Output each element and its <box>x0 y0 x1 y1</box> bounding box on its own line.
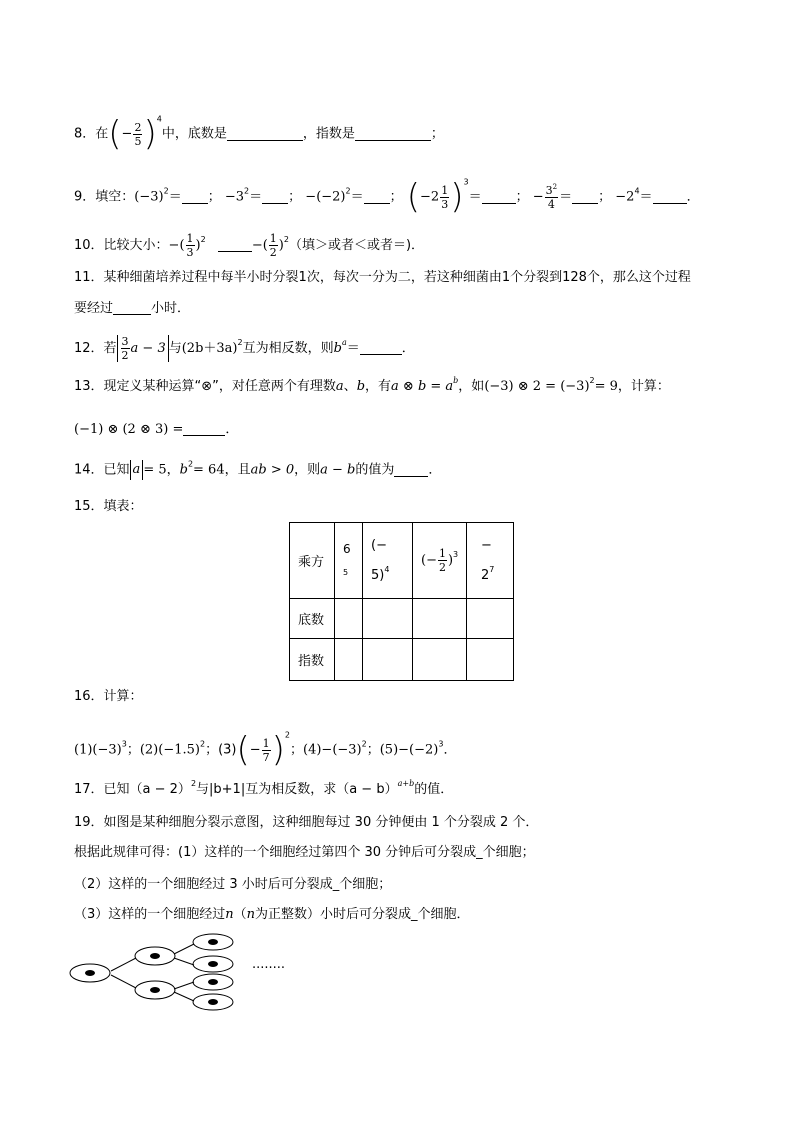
question-8: 8．在(− $\frac{2}{5}$ )$^4$中，底数是 ，指数是 ； <box>74 114 444 154</box>
question-16: 16．计算： <box>74 689 143 704</box>
fraction: $\frac{1}{2}$ <box>269 232 277 259</box>
cell-nucleus <box>150 953 160 959</box>
cell-neg5-4: (− 5)$^4$ <box>363 523 413 599</box>
answer-blank[interactable] <box>394 462 428 477</box>
cell-nucleus <box>208 999 218 1005</box>
question-12: 12．若 $\frac{3}{2}$ a − 3 与$(2b+3a)^2$互为相反数，则$b^a=$ ． <box>74 335 415 362</box>
answer-blank[interactable] <box>182 189 208 204</box>
answer-cell[interactable] <box>363 599 413 639</box>
question-17: 17．已知$(a - 2)^2$与|b+1|互为相反数，求$(a - b)^{a+b}$的值． <box>74 779 454 797</box>
answer-blank[interactable] <box>183 421 225 436</box>
answer-blank[interactable] <box>227 126 303 141</box>
absolute-value: $\frac{3}{2}$ a − 3 <box>117 335 169 362</box>
answer-cell[interactable] <box>413 599 467 639</box>
cell-division-diagram <box>66 930 326 1020</box>
fraction: $\frac{1}{3}$ <box>186 232 194 259</box>
answer-cell[interactable] <box>467 639 514 681</box>
answer-blank[interactable] <box>113 300 151 315</box>
question-15: 15．填表： <box>74 499 143 514</box>
question-19-part3: （3）这样的一个细胞经过n（n为正整数）小时后可分裂成_个细胞． <box>74 907 470 922</box>
cell-neg-half-3: (− $\frac{1}{2}$ )$^3$ <box>413 523 467 599</box>
question-14: 14．已知 a = 5，$b^2= 64$，且ab > 0，则a − b的值为 ． <box>74 460 441 481</box>
question-16-parts: $(1)(-3)^3$；$(2)(-1.5)^2$；(3)(− $\frac{1}{7}$ )$^2$；$(4)-(-3)^2$；$(5)-(-2)^3$． <box>74 730 457 770</box>
row-header-power: 乘方 <box>290 523 335 599</box>
power-table <box>289 522 514 681</box>
division-line <box>174 944 194 954</box>
question-9: 9．填空：$(-3)^2=$ ； $-3^2=$ ； $-(-2)^2=$ ； (−2 $\frac{1}{3}$ )$^3$＝ ； − $\frac{3^2}{4}$ ＝ ； $-2^4=$ ． <box>74 177 700 217</box>
answer-cell[interactable] <box>335 639 363 681</box>
cell-nucleus <box>208 961 218 967</box>
answer-cell[interactable] <box>363 639 413 681</box>
answer-blank[interactable] <box>360 340 402 355</box>
continuation-dots: ········ <box>252 961 286 976</box>
question-10: 10．比较大小：−( $\frac{1}{3}$ )$^2$ −( $\frac{1}{2}$ )$^2$（填＞或者＜或者＝)． <box>74 232 425 259</box>
division-line <box>174 958 194 965</box>
division-line <box>174 992 194 1001</box>
question-19: 19．如图是某种细胞分裂示意图，这种细胞每过 30 分钟便由 1 个分裂成 2 个． <box>74 815 539 830</box>
division-line <box>111 958 136 971</box>
row-header-base: 底数 <box>290 599 335 639</box>
answer-cell[interactable] <box>335 599 363 639</box>
cell-nucleus <box>150 987 160 993</box>
division-line <box>111 975 136 988</box>
answer-blank[interactable] <box>364 189 390 204</box>
question-11: 11．某种细菌培养过程中每半小时分裂1次，每次一分为二，若这种细菌由1个分裂到128个，那么这个过程 <box>74 270 691 285</box>
question-13-line2: (−1) ⊗ (2 ⊗ 3) = ． <box>74 422 239 437</box>
cell-6-5: 6 5 <box>335 523 363 599</box>
answer-cell[interactable] <box>413 639 467 681</box>
answer-blank[interactable] <box>482 189 516 204</box>
cell-neg-2-7: − $2^7$ <box>467 523 514 599</box>
question-13: 13．现定义某种运算“⊗”，对任意两个有理数a、b，有a ⊗ $b = a^b$，如(−3) ⊗ $2 = (-3)^2= 9$，计算： <box>74 376 670 394</box>
answer-cell[interactable] <box>467 599 514 639</box>
fraction: $\frac{2}{5}$ <box>134 120 142 148</box>
cell-nucleus <box>208 979 218 985</box>
cell-nucleus <box>85 970 95 976</box>
question-19-part1: 根据此规律可得：(1）这样的一个细胞经过第四个 30 分钟后可分裂成_个细胞； <box>74 845 535 860</box>
fraction: $\frac{3^2}{4}$ <box>545 182 558 211</box>
answer-blank[interactable] <box>262 189 288 204</box>
fraction: $\frac{1}{3}$ <box>441 183 449 211</box>
question-19-part2: （2）这样的一个细胞经过 3 小时后可分裂成_个细胞； <box>74 877 392 892</box>
cell-nucleus <box>208 939 218 945</box>
answer-blank[interactable] <box>653 189 687 204</box>
division-line <box>174 982 194 989</box>
question-11-line2: 要经过 小时． <box>74 301 191 316</box>
row-header-exponent: 指数 <box>290 639 335 681</box>
answer-blank[interactable] <box>355 126 431 141</box>
answer-blank[interactable] <box>218 237 252 252</box>
answer-blank[interactable] <box>572 189 598 204</box>
